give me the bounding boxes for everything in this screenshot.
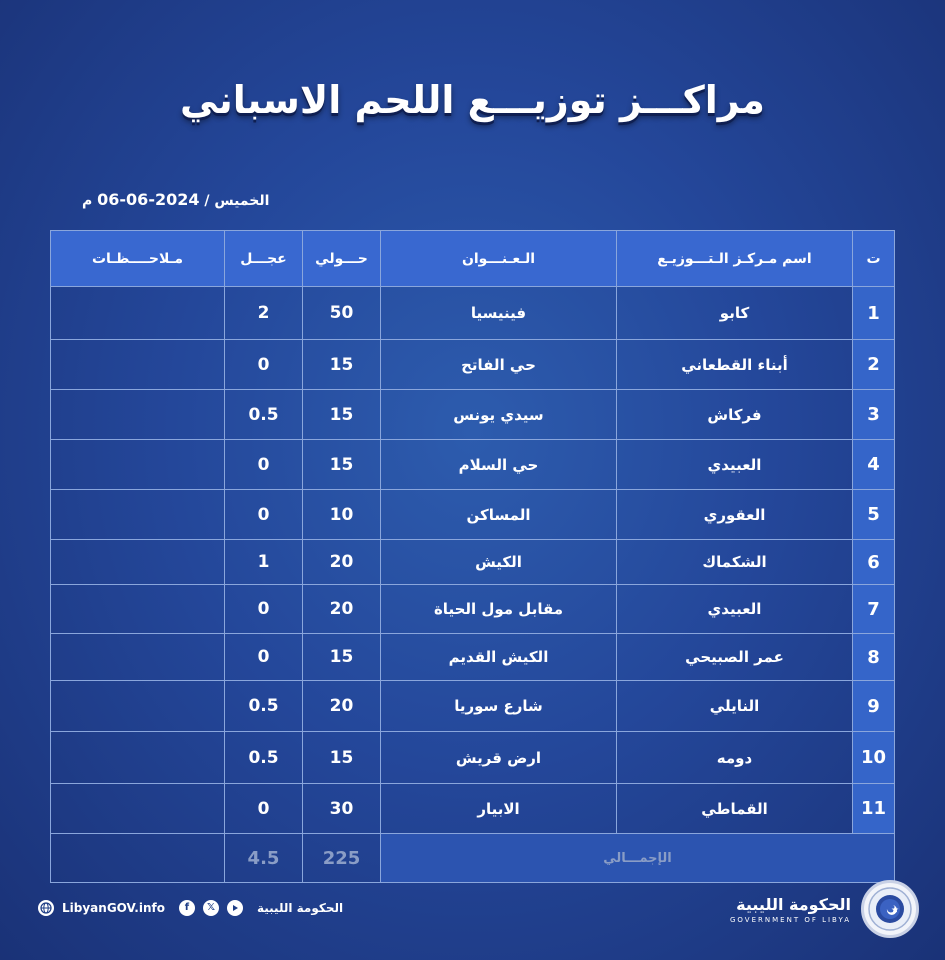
row-lambs: 15 (303, 340, 381, 390)
table-row (51, 732, 895, 784)
row-calves: 0.5 (225, 732, 303, 784)
table-row (51, 440, 895, 490)
total-label: الإجمـــالي (381, 834, 895, 883)
row-num: 6 (853, 540, 895, 585)
distribution-table (50, 230, 895, 883)
row-lambs: 15 (303, 440, 381, 490)
row-notes (51, 585, 225, 634)
table-total-row (51, 834, 895, 883)
table-row (51, 585, 895, 634)
footer-brand (730, 880, 919, 938)
row-notes (51, 540, 225, 585)
table-row (51, 634, 895, 681)
row-lambs: 20 (303, 540, 381, 585)
row-center: العبيدي (617, 585, 853, 634)
row-calves: 0 (225, 784, 303, 834)
row-notes (51, 287, 225, 340)
row-notes (51, 732, 225, 784)
row-center: العبيدي (617, 440, 853, 490)
row-lambs: 15 (303, 634, 381, 681)
header-center: اسم مـركـز الـتـــوزيـع (617, 231, 853, 287)
row-center: دومه (617, 732, 853, 784)
youtube-icon[interactable] (227, 900, 243, 916)
row-calves: 0.5 (225, 681, 303, 732)
header-num: ت (853, 231, 895, 287)
row-calves: 0 (225, 340, 303, 390)
row-notes (51, 634, 225, 681)
row-lambs: 20 (303, 585, 381, 634)
row-center: القماطي (617, 784, 853, 834)
row-calves: 2 (225, 287, 303, 340)
row-notes (51, 681, 225, 732)
table-row (51, 490, 895, 540)
row-lambs: 20 (303, 681, 381, 732)
table-row (51, 340, 895, 390)
row-address: سيدي يونس (381, 390, 617, 440)
row-notes (51, 784, 225, 834)
row-address: مقابل مول الحياة (381, 585, 617, 634)
header-calves: عجـــل (225, 231, 303, 287)
facebook-icon[interactable]: f (179, 900, 195, 916)
row-calves: 0.5 (225, 390, 303, 440)
date-suffix: م (82, 193, 93, 209)
row-center: كابو (617, 287, 853, 340)
date-line (82, 190, 269, 209)
table-row (51, 681, 895, 732)
row-address: حي الفاتح (381, 340, 617, 390)
brand-text (730, 895, 851, 924)
row-center: العقوري (617, 490, 853, 540)
gov-name-ar: الحكومة الليبية (256, 901, 344, 915)
row-address: ارض قريش (381, 732, 617, 784)
header-lambs: حـــولي (303, 231, 381, 287)
row-address: المساكن (381, 490, 617, 540)
row-notes (51, 340, 225, 390)
row-center: النايلي (617, 681, 853, 732)
row-num: 10 (853, 732, 895, 784)
row-address: فينيسيا (381, 287, 617, 340)
total-calves: 4.5 (225, 834, 303, 883)
row-center: فركاش (617, 390, 853, 440)
row-lambs: 15 (303, 390, 381, 440)
header-address: الـعـنـــوان (381, 231, 617, 287)
table-row (51, 390, 895, 440)
row-notes (51, 440, 225, 490)
row-lambs: 50 (303, 287, 381, 340)
globe-icon[interactable] (38, 900, 54, 916)
x-icon[interactable]: 𝕏 (203, 900, 219, 916)
header-notes: مـلاحــــظـات (51, 231, 225, 287)
row-notes (51, 490, 225, 540)
row-center: عمر الصبيحي (617, 634, 853, 681)
row-num: 11 (853, 784, 895, 834)
row-num: 8 (853, 634, 895, 681)
row-address: الكيش (381, 540, 617, 585)
row-center: الشكماك (617, 540, 853, 585)
brand-name-en: GOVERNMENT OF LIBYA (730, 915, 851, 924)
table-row (51, 287, 895, 340)
row-lambs: 10 (303, 490, 381, 540)
row-num: 1 (853, 287, 895, 340)
row-lambs: 15 (303, 732, 381, 784)
table-row (51, 540, 895, 585)
row-center: أبناء القطعاني (617, 340, 853, 390)
row-address: الابيار (381, 784, 617, 834)
row-address: حي السلام (381, 440, 617, 490)
row-lambs: 30 (303, 784, 381, 834)
row-calves: 0 (225, 634, 303, 681)
row-address: شارع سوريا (381, 681, 617, 732)
table-header-row (51, 231, 895, 287)
row-calves: 0 (225, 585, 303, 634)
row-calves: 0 (225, 490, 303, 540)
brand-name-ar: الحكومة الليبية (736, 894, 851, 914)
row-num: 9 (853, 681, 895, 732)
total-notes (51, 834, 225, 883)
row-notes (51, 390, 225, 440)
row-num: 4 (853, 440, 895, 490)
row-address: الكيش القديم (381, 634, 617, 681)
total-lambs: 225 (303, 834, 381, 883)
page-title: مراكـــز توزيـــع اللحم الاسباني (180, 78, 765, 122)
row-calves: 0 (225, 440, 303, 490)
row-calves: 1 (225, 540, 303, 585)
libya-emblem-icon (861, 880, 919, 938)
row-num: 3 (853, 390, 895, 440)
row-num: 7 (853, 585, 895, 634)
footer-social (38, 900, 343, 916)
date-value: 2024-06-06 (97, 190, 200, 209)
row-num: 5 (853, 490, 895, 540)
website-link[interactable]: LibyanGOV.info (62, 901, 165, 915)
table-row (51, 784, 895, 834)
row-num: 2 (853, 340, 895, 390)
date-day: الخميس / (204, 193, 270, 209)
